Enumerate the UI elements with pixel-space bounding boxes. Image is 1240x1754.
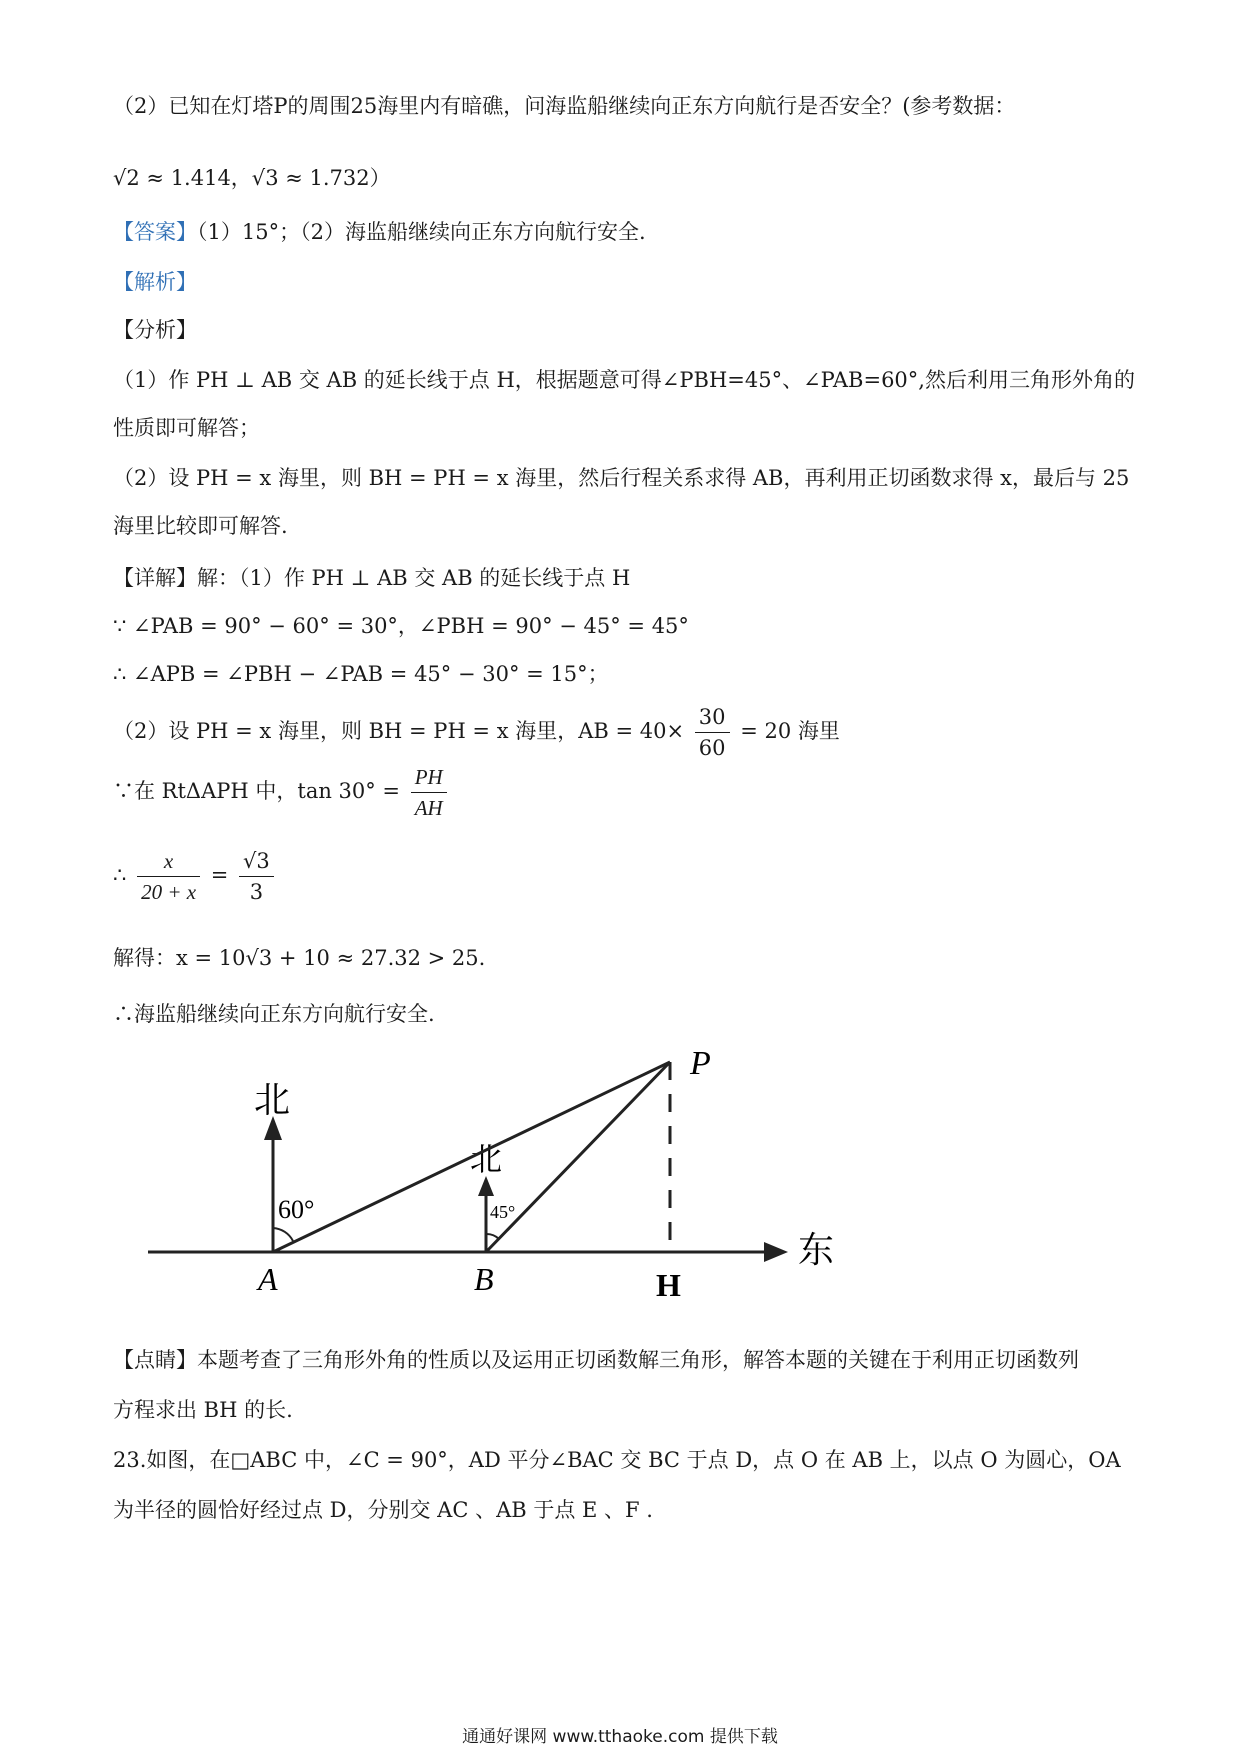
detail-5 [113, 762, 451, 823]
answer-text: （1）15°；（2）海监船继续向正东方向航行安全. [197, 220, 646, 244]
answer-line [113, 218, 646, 246]
point-a-label: A [258, 1261, 278, 1297]
fenxi-2: （2）设 PH = x 海里，则 BH = PH = x 海里，然后行程关系求得 AB，再利用正切函数求得 x，最后与 25 [113, 466, 1130, 490]
point-h-label: H [656, 1267, 681, 1303]
line-bp [486, 1062, 670, 1252]
question-part2-line1: （2）已知在灯塔P的周围25海里内有暗礁，问海监船继续向正东方向航行是否安全？(参考数据： [113, 94, 1016, 118]
fraction-x: $\frac{x}{20 + x}$ [137, 846, 200, 907]
dianjing-1: 【点睛】本题考查了三角形外角的性质以及运用正切函数解三角形，解答本题的关键在于利用正切函数列 [113, 1348, 1079, 1372]
detail-1: 【详解】解：（1）作 PH ⊥ AB 交 AB 的延长线于点 H [113, 566, 631, 590]
equals-sign: = [210, 863, 229, 887]
point-b-label: B [474, 1261, 494, 1297]
analysis-tag: 【解析】 [113, 270, 197, 294]
north-label-b: 北 [470, 1141, 503, 1177]
question-23-line1: 23.如图，在□ABC 中，∠C = 90°，AD 平分∠BAC 交 BC 于点 D，点 O 在 AB 上，以点 O 为圆心，OA [113, 1448, 1121, 1472]
detail-4-text: （2）设 PH = x 海里，则 BH = PH = x 海里，AB = 40× [113, 719, 685, 743]
reference-data: √2 ≈ 1.414，√3 ≈ 1.732） [113, 166, 391, 190]
detail-8: ∴海监船继续向正东方向航行安全. [113, 1002, 435, 1026]
point-p-label: P [690, 1045, 711, 1082]
fraction-sqrt3-3: $\frac{√3}{3}$ [239, 846, 274, 907]
detail-2: ∵ ∠PAB = 90° − 60° = 30°，∠PBH = 90° − 45° = 45° [113, 614, 689, 638]
fraction-ph-ah: $\frac{PH}{AH}$ [411, 762, 447, 823]
detail-6 [113, 846, 278, 907]
detail-5-text: ∵在 RtΔAPH 中，tan 30° = [113, 779, 401, 803]
detail-4 [113, 702, 840, 763]
angle-arc-b [486, 1234, 499, 1239]
question-23-line2: 为半径的圆恰好经过点 D，分别交 AC 、AB 于点 E 、F . [113, 1498, 653, 1522]
detail-7: 解得：x = 10√3 + 10 ≈ 27.32 > 25. [113, 946, 486, 970]
north-label-a: 北 [254, 1080, 291, 1120]
therefore-sign: ∴ [113, 863, 127, 887]
page-footer: 通通好课网 www.tthaoke.com 提供下载 [462, 1727, 778, 1747]
north-arrowhead-b [478, 1176, 494, 1196]
east-label: 东 [798, 1230, 835, 1270]
line-ap [273, 1062, 670, 1252]
fraction-30-60: $\frac{30}{60}$ [695, 702, 730, 763]
fenxi-1b: 性质即可解答； [113, 416, 260, 440]
fenxi-1: （1）作 PH ⊥ AB 交 AB 的延长线于点 H，根据题意可得∠PBH=45°、∠PAB=60°,然后利用三角形外角的 [113, 368, 1135, 392]
angle-arc-a [273, 1228, 293, 1241]
detail-4-result: = 20 海里 [740, 719, 840, 743]
navigation-figure [0, 1040, 1240, 1310]
detail-3: ∴ ∠APB = ∠PBH − ∠PAB = 45° − 30° = 15°； [113, 662, 609, 686]
dianjing-2: 方程求出 BH 的长. [113, 1398, 293, 1422]
fenxi-2b: 海里比较即可解答. [113, 514, 288, 538]
east-arrowhead [764, 1242, 788, 1262]
answer-tag: 【答案】 [113, 220, 197, 244]
angle-60-label: 60° [278, 1195, 315, 1224]
angle-45-label: 45° [490, 1202, 516, 1222]
fenxi-heading: 【分析】 [113, 318, 197, 342]
